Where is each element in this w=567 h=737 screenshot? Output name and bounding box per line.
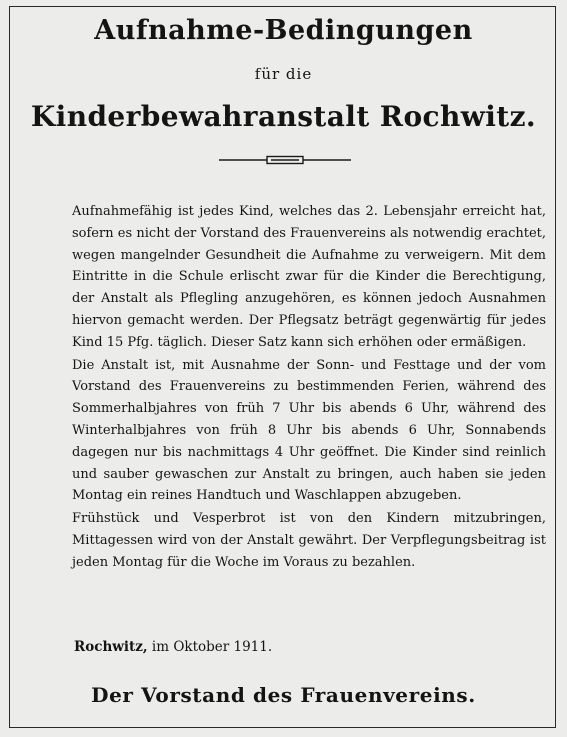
paragraph-meals: Frühstück und Vesperbrot ist von den Kindern mitzubringen, Mittagessen wird von der Anstalt gewährt. Der Verpflegungsbeitrag ist jeden Montag für die Woche im Voraus zu bezahlen. [72, 511, 546, 570]
dateline-date: im Oktober 1911. [151, 639, 273, 655]
divider-ornament [219, 155, 351, 165]
dateline [74, 636, 272, 658]
document-title: Aufnahme-Bedingungen [94, 15, 473, 46]
paragraph-admission: Aufnahmefähig ist jedes Kind, welches das 2. Lebensjahr erreicht hat, sofern es nicht der Vorstand des Frauenvereins als notwendig erachtet, wegen mangelnder Gesundheit die Aufnahme zu verweigern. Mit dem Eintritte in die Schule erlischt zwar für die Kinder die Berechtigung, der Anstalt als Pflegling anzugehören, es können jedoch Ausnahmen hiervon gemacht werden. Der Pflegsatz beträgt gegenwärtig für jedes Kind 15 Pfg. täglich. Dieser Satz kann sich erhöhen oder ermäßigen. [72, 204, 546, 350]
signature: Der Vorstand des Frauenvereins. [91, 683, 476, 707]
document-subtitle: für die [254, 65, 313, 83]
dateline-place: Rochwitz, [74, 639, 148, 655]
paragraph-opening-hours: Die Anstalt ist, mit Ausnahme der Sonn- und Festtage und der vom Vorstand des Frauenvereins zu bestimmenden Ferien, während des Sommerhalbjahres von früh 7 Uhr bis abends 6 Uhr, während des Winterhalbjahres von früh 8 Uhr bis abends 6 Uhr, Sonnabends dagegen nur bis nachmittags 4 Uhr geöffnet. Die Kinder sind reinlich und sauber gewaschen zur Anstalt zu bringen, auch haben sie jeden Montag ein reines Handtuch und Waschlappen abzugeben. [72, 357, 546, 504]
institution-name: Kinderbewahranstalt Rochwitz. [30, 100, 537, 133]
conditions-text [72, 201, 546, 575]
